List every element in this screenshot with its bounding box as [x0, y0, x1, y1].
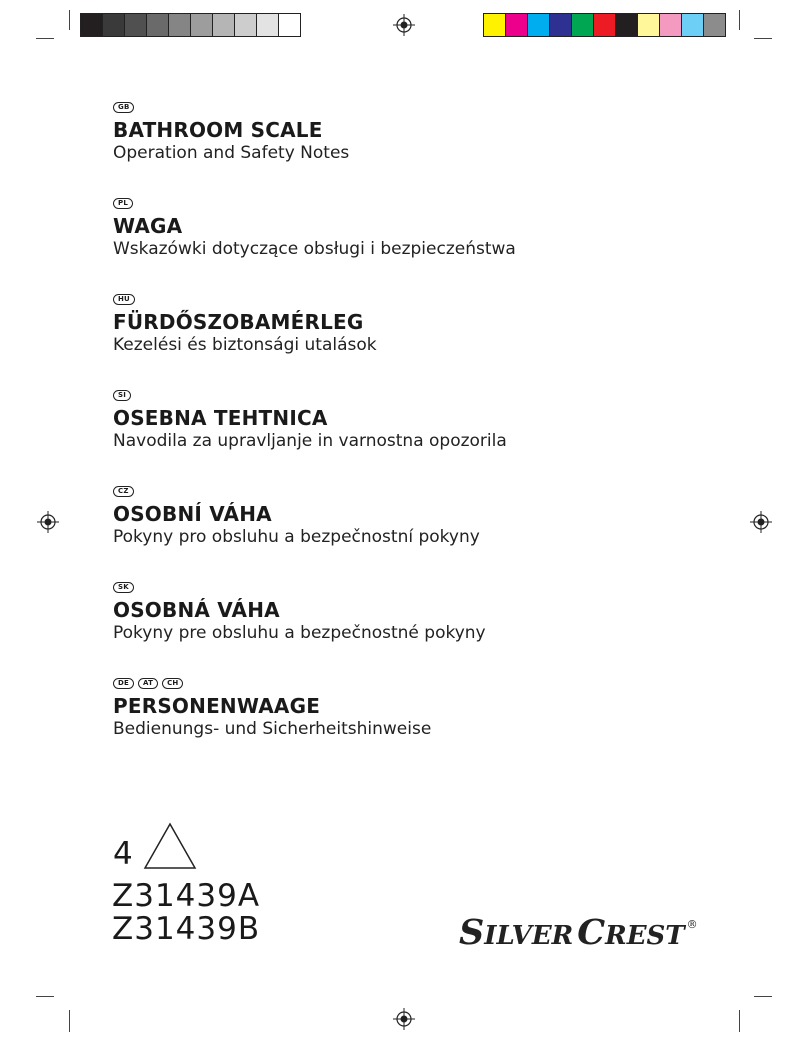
product-subtitle: Kezelési és biztonsági utalások: [113, 335, 377, 355]
color-swatch: [637, 13, 659, 37]
product-subtitle: Pokyny pre obsluhu a bezpečnostné pokyny: [113, 623, 486, 643]
product-title: FÜRDŐSZOBAMÉRLEG: [113, 310, 364, 334]
color-swatch: [703, 13, 726, 37]
grayscale-color-bar: [80, 13, 301, 37]
color-swatch: [527, 13, 549, 37]
country-code-badge: GB: [113, 102, 134, 113]
country-codes: [113, 198, 753, 210]
language-section: [113, 198, 753, 260]
crop-mark: [69, 1010, 70, 1032]
product-subtitle: Wskazówki dotyczące obsługi i bezpieczeństwa: [113, 239, 516, 259]
color-swatch: [146, 13, 168, 37]
crop-mark: [754, 996, 772, 997]
product-title: OSEBNA TEHTNICA: [113, 406, 328, 430]
country-codes: [113, 678, 753, 690]
color-swatch: [102, 13, 124, 37]
logo-letter: S: [459, 912, 485, 953]
color-swatch: [190, 13, 212, 37]
country-codes: [113, 390, 753, 402]
symbol-number: 4: [113, 836, 133, 872]
color-swatch: [234, 13, 256, 37]
logo-letter: C: [577, 912, 606, 953]
crop-mark: [69, 10, 70, 30]
product-subtitle: Navodila za upravljanje in varnostna opozorila: [113, 431, 507, 451]
color-swatch: [659, 13, 681, 37]
country-codes: [113, 582, 753, 594]
color-swatch: [681, 13, 703, 37]
country-code-badge: PL: [113, 198, 133, 209]
country-code-badge: DE: [113, 678, 134, 689]
color-swatch: [168, 13, 190, 37]
product-title: OSOBNÍ VÁHA: [113, 502, 272, 526]
language-section: [113, 390, 753, 452]
color-swatch: [571, 13, 593, 37]
product-subtitle: Bedienungs- und Sicherheitshinweise: [113, 719, 432, 739]
color-swatch: [124, 13, 146, 37]
crop-mark: [739, 1010, 740, 1032]
cmyk-color-bar: [483, 13, 726, 37]
country-codes: [113, 102, 753, 114]
country-code-badge: CH: [162, 678, 183, 689]
model-numbers: [112, 880, 260, 946]
country-code-badge: CZ: [113, 486, 134, 497]
logo-text: ILVER: [484, 921, 574, 951]
product-subtitle: Operation and Safety Notes: [113, 143, 350, 163]
registration-mark-icon: [37, 511, 59, 533]
product-title: WAGA: [113, 214, 183, 238]
logo-text: REST: [605, 921, 685, 951]
registration-mark-icon: [393, 1008, 415, 1030]
language-section: [113, 102, 753, 164]
product-title: OSOBNÁ VÁHA: [113, 598, 280, 622]
registration-mark-icon: [750, 511, 772, 533]
crop-mark: [36, 996, 54, 997]
color-swatch: [483, 13, 505, 37]
model-number: Z31439A: [112, 878, 261, 914]
country-codes: [113, 486, 753, 498]
language-section: [113, 294, 753, 356]
country-code-badge: HU: [113, 294, 135, 305]
color-swatch: [549, 13, 571, 37]
color-swatch: [615, 13, 637, 37]
registered-mark: ®: [686, 918, 698, 931]
language-section: [113, 486, 753, 548]
country-code-badge: AT: [138, 678, 158, 689]
triangle-icon: [143, 822, 197, 870]
color-swatch: [593, 13, 615, 37]
color-swatch: [80, 13, 102, 37]
product-title: BATHROOM SCALE: [113, 118, 323, 142]
product-subtitle: Pokyny pro obsluhu a bezpečnostní pokyny: [113, 527, 480, 547]
crop-mark: [739, 10, 740, 30]
model-number: Z31439B: [112, 911, 261, 947]
silvercrest-logo: [459, 912, 698, 953]
color-swatch: [505, 13, 527, 37]
language-section: [113, 678, 753, 740]
color-swatch: [278, 13, 301, 37]
product-title: PERSONENWAAGE: [113, 694, 321, 718]
registration-mark-icon: [393, 14, 415, 36]
color-swatch: [212, 13, 234, 37]
country-codes: [113, 294, 753, 306]
language-section: [113, 582, 753, 644]
country-code-badge: SK: [113, 582, 134, 593]
country-code-badge: SI: [113, 390, 131, 401]
crop-mark: [36, 38, 54, 39]
color-swatch: [256, 13, 278, 37]
crop-mark: [754, 38, 772, 39]
